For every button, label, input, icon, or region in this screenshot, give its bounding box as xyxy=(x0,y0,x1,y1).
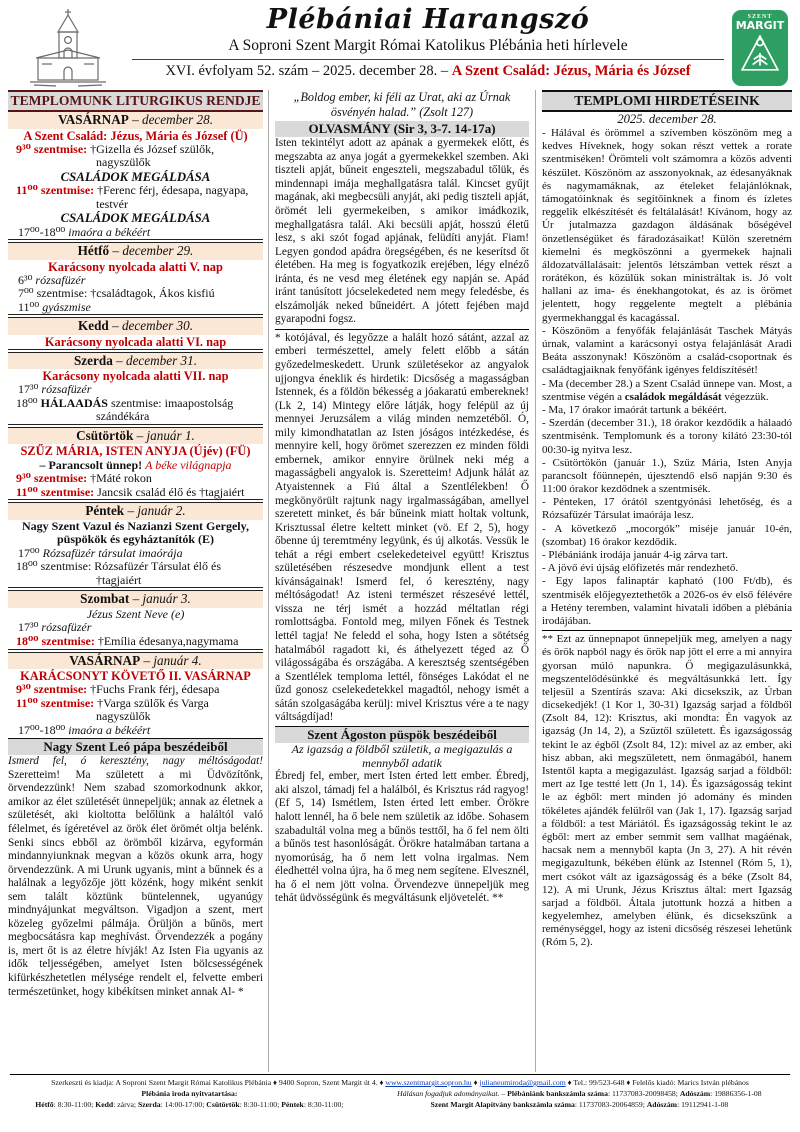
text-span: Szerda xyxy=(137,1100,161,1110)
text-span: – december 29. xyxy=(109,243,194,259)
text-span: ♦ Tel.: 99/523-648 ♦ Felelős kiadó: Marics István plébános xyxy=(565,1078,749,1087)
announcements-title: TEMPLOMI HIRDETÉSEINK xyxy=(542,90,792,112)
text-span: †Gizella és József szülők, nagyszülők xyxy=(87,141,215,170)
text-span: : 8:30-11:00; xyxy=(303,1100,344,1110)
text-line: KARÁCSONYT KÖVETŐ II. VASÁRNAP xyxy=(20,669,251,684)
text-span: – január 2. xyxy=(124,503,186,519)
sermon-body xyxy=(8,755,263,999)
text-span: 6³⁰ xyxy=(18,272,36,287)
text-span: Nagy Szent Leó pápa beszédeiből xyxy=(43,739,228,755)
text-span: Szerda xyxy=(73,352,113,368)
issue-line xyxy=(132,60,724,80)
text-span: ♦ xyxy=(471,1078,480,1087)
text-span: 17³⁰ xyxy=(18,382,42,397)
text-span: Kedd xyxy=(95,1100,114,1110)
announcement: - Pénteken, 17 órától szentgyónási lehetőség, és a Rózsafüzér Társulat imaórája lesz. xyxy=(542,496,792,522)
text-span: 18⁰⁰ szentmise: Rózsafüzér Társulat élő és †tagjaiért xyxy=(16,559,222,587)
day-header xyxy=(8,503,263,520)
text-line xyxy=(8,397,263,424)
text-span: Szombat xyxy=(80,591,130,607)
text-line xyxy=(8,287,263,301)
text-line xyxy=(8,547,263,561)
office-hours-title xyxy=(10,1088,369,1099)
text-span: †Emília édesanya,nagymama xyxy=(94,633,239,648)
announcement: - A következő „mocorgók” miséje január 10-én, (szombat) 16 órakor kezdődik. xyxy=(542,522,792,548)
augustine-continuation: ** Ezt az ünnepnapot ünnepeljük meg, amelyen a nagy és örök napból nagy és örök nap jött el erre a mi annyira gyorsan múló napunkra. Ő megigazulásunkká, megszentelődésünkké és megváltásunkká lett. Így teljesül a Szentírás szava: Aki dicsekszik, az Úrban dicsekedjék! (1 Kor 1, 30-31) Igazság sarjad a földből (Zsolt 84, 12): Krisztus, aki mondta: Én vagyok az igazság (Jn 14, 2), a Szűztől született. És igazságosság tekint le az égből (Zsolt 84, 12): mivel az az ember, aki hisz abban, aki megszületett, nem önmagából, hanem Istentől kapta a megigazulást. Igazság sarjad a földből: mert az Ige testté lett (Jn 1, 14). És igazságosság tekint le az égből: mert minden jó adomány és minden tökéletes ajándék felülről van (Jak 1, 17). Igazság sarjad a földből: a test Máriától. És igazságosság tekint le az égből: mert az ember semmit sem vallhat magáénak, hacsak nem a mennyből kapta (Jn 3, 27). A hit révén megigazultunk, békében élünk az Istennel (Róm 5, 1), mert csókot vált az igazságosság és a béke (Zsolt 84, 12). A mi Urunk, Jézus Krisztus által: mert Igazság sarjad a földből. Általa jutottunk hozzá a hitben a kegyelemhez, amelyben élünk, és dicsekszünk a reménységgel, hogy az isteni dicsőség részesei lehetünk (Róm 5, 2). xyxy=(542,633,792,949)
liturgy-title: TEMPLOMUNK LITURGIKUS RENDJE xyxy=(8,90,263,112)
text-span: : 11737083-20064859; xyxy=(574,1100,647,1110)
text-span: végezzük. xyxy=(721,390,769,403)
masthead xyxy=(124,6,732,80)
text-span: Péntek xyxy=(85,503,125,519)
text-span: – xyxy=(499,1089,508,1099)
divider xyxy=(542,630,792,631)
text-span: – december 28. xyxy=(128,112,214,127)
text-line: Karácsony nyolcada alatti VI. nap xyxy=(44,334,227,349)
text-span: 17⁰⁰-18⁰⁰ xyxy=(18,224,69,239)
text-span: 11⁰⁰ szentmise: xyxy=(16,484,95,499)
text-span: 11⁰⁰ xyxy=(18,299,43,314)
text-span: XVI. évfolyam 52. szám – 2025. december 28. – xyxy=(165,63,452,80)
text-span: Hétfő xyxy=(35,1100,54,1110)
text-line xyxy=(8,472,263,486)
text-span: (Sir 3, 3-7. 14-17a) xyxy=(390,121,496,137)
text-span: A Szent Család: Jézus, Mária és József xyxy=(451,63,691,80)
text-line: CSALÁDOK MEGÁLDÁSA xyxy=(60,169,211,184)
text-span: 9³⁰ szentmise: xyxy=(16,682,88,697)
text-span: Plébánia iroda nyitvatartása: xyxy=(141,1089,238,1099)
schedule-sections xyxy=(8,112,263,737)
text-span: rózsafüzér xyxy=(35,272,86,287)
announcement: - Plébániánk irodája január 4-ig zárva tart. xyxy=(542,549,729,561)
text-line xyxy=(8,560,263,587)
day-header xyxy=(8,591,263,608)
office-hours xyxy=(10,1099,369,1110)
text-span: A béke világnapja xyxy=(145,457,232,472)
newsletter-subtitle: A Soproni Szent Margit Római Katolikus Plébánia heti hírlevele xyxy=(132,34,724,60)
footer-office-hours xyxy=(10,1088,369,1110)
footer-columns xyxy=(10,1088,790,1110)
leo-sermon xyxy=(8,738,263,999)
church-sketch-logo xyxy=(12,6,124,90)
text-span: Csütörtök xyxy=(206,1100,240,1110)
text-line xyxy=(8,697,263,724)
text-span: imaóra a békéért xyxy=(68,224,151,239)
schedule-day-section xyxy=(8,239,263,314)
text-span: – január 4. xyxy=(140,652,202,668)
logo-text-szent: SZENT xyxy=(747,14,773,20)
text-span: 18⁰⁰ xyxy=(16,395,41,410)
text-span: rózsafüzér xyxy=(41,620,92,635)
text-span: Hétfő xyxy=(77,243,110,259)
schedule-day-section xyxy=(8,587,263,648)
bank-account-foundation xyxy=(369,1099,790,1110)
day-header xyxy=(8,353,263,370)
text-span: HÁLAADÁS xyxy=(40,395,108,410)
text-line xyxy=(8,635,263,649)
margit-badge-logo xyxy=(732,10,788,86)
text-span: : 8:30-11:00; xyxy=(53,1100,96,1110)
text-line xyxy=(8,301,263,315)
text-line: Karácsony nyolcada alatti V. nap xyxy=(48,259,223,274)
text-span: 9³⁰ szentmise: xyxy=(16,471,88,486)
announcement: - Egy lapos falinaptár kapható (100 Ft/db), és szentmisék előjegyeztethetők a 2026-os év első félévére a Hetény teremben, valamint hivatali időben a plébánia irodájában. xyxy=(542,575,792,627)
footer-link[interactable]: www.szentmargit.sopron.hu xyxy=(385,1078,472,1087)
text-span: : 14:00-17:00; xyxy=(160,1100,207,1110)
text-line xyxy=(8,143,263,170)
text-span: †Ferenc férj, édesapa, nagyapa, testvér xyxy=(94,183,249,211)
text-span: – január 1. xyxy=(133,427,195,443)
text-span: Jancsik család élő és †tagjaiért xyxy=(94,484,245,499)
text-span: 7⁰⁰ szentmise: †családtagok, Ákos kisfiú xyxy=(18,286,215,301)
text-line xyxy=(8,383,263,397)
text-span: 17³⁰ xyxy=(18,620,42,635)
text-span: – december 30. xyxy=(108,318,193,334)
leo-sermon-continuation: * kotójával, és legyőzze a halált hozó sátánt, azzal az emberi természettel, amely felett előbb a sátán győzedelmeskedett. Urunk születésekor az angyalok ujjongva éneklik és hirdetik: Dicsőség a magasságban Istennek, és a földön békesség a jóakaratú embereknek! (Lk 2, 14) Mintegy előre látják, hogy felépül az új mennyei Jeruzsálem a világ minden nemzetéből. Ó, mily kimondhatatlan az Isten jóságos intézkedése, és mennyire kell, hogy örömet szerezzen ez minden földi embernek, amikor ennyire örülnek neki még a magasságbeli angyalok is. Szeretteim! Adjunk hálát az Atyaistennek a Fiú által a Szentlélekben! Ő megkönyörült rajtunk nagy irgalmasságában, amellyel szeretett minket, és bár bűneink miatt holtak voltunk, Krisztussal életre keltett minket (vö. Ef 2, 5), hogy őbenne új teremtmény legyünk, és új alkotás. Vessük le tehát a régi embert cselekedeteivel együtt! Krisztus születésében részesedve mondjunk ellent a test kívánságainak! Ismerd fel, ó keresztény, nagy méltóságodat! Az isteni természet részesévé lettél, vissza ne térj ismét a hozzád méltatlan régi romlottságba. Fontold meg, milyen Főnek és Testnek lettél tagja! Ne feledd el soha, hogy Isten a sötétség hatalmából ragadott ki, és áthelyezett téged az Ő világosságába és országába. A keresztség szentségében a Szentlélek temploma lettél, fönséges Lakódat el ne űzd gonosz cselekedetekkel magadtól, nehogy ismét a sátán szolgaságába kerülj: mivel Krisztus vére a te nagy váltságdíjad! xyxy=(275,331,529,724)
text-line xyxy=(8,459,263,473)
newsletter-title: Plébániai Harangszó xyxy=(266,4,590,35)
text-span: Ismerd fel, ó keresztény, nagy méltóságodat! xyxy=(8,755,263,768)
schedule-day-section xyxy=(8,112,263,239)
text-line: Karácsony nyolcada alatti VII. nap xyxy=(42,369,229,384)
text-span: : 8:30-11:00; xyxy=(239,1100,282,1110)
text-line xyxy=(8,184,263,211)
text-span: szentmise: imaapostolság szándékára xyxy=(96,395,234,424)
text-span: Szent Margit Alapítvány bankszámla száma xyxy=(430,1100,575,1110)
text-span: – Parancsolt ünnep! xyxy=(39,457,146,472)
text-span: 11⁰⁰ szentmise: xyxy=(16,183,95,198)
text-span: Szeretteim! Ma született a mi Üdvözítőnk, örvendezzünk! Nem szabad szomorkodnunk akkor, amikor az élet születését ünnepeljük; annak az életnek a születését, aki kioltotta belőlünk a haláltól való félelmet, és ígéretével az örök élet örömét oltja belénk. Senki sincs ebből az örömből kizárva, egyformán mindannyiunknak megvan a közös okunk arra, hogy örvendezzünk. A mi Urunk ugyanis, mint a bűnnek és a halálnak a legyőzője jött közénk, hogy miként senkit sem talált köztünk büntelennek, ugyanúgy mindnyájunkat megváltson. Vigadjon a szent, mert közeleg győzelmi pálmája. Örüljön a bűnös, mert megbocsátásra kap meghívást. Örvendezzék a pogány is, mert őt is az életre hívják! Az Isten Fia ugyanis az idők teljességében, amelyet Isten bölcsességének kifürkészhetetlen mélysége rendelt el, felvette emberi természetünket, hogy kibékítsen minket annak Al- * xyxy=(8,768,263,998)
text-line xyxy=(8,226,263,240)
augustine-body: Ébredj fel, ember, mert Isten érted lett ember. Ébredj, aki alszol, támadj fel a halálból, és Krisztus rád ragyog! (Ef 5, 14) Ismétlem, Isten érted lett ember. Örökre halott lennél, ha ő bele nem születik az időbe. Sohasem szabadultál volna meg a bűnös testtől, ha ő fel nem ölti a bűnös test hasonlóságát. Örökre hatalmában tartana a nyomorúság, ha ő nem lett volna irgalmas. Nem éledhettél volna újra, ha ő meg nem segítene. Elvesznél, ha ő el nem jött volna. Örvendezve ünnepeljük meg tehát üdvösségünk és megváltásunk eljövetelét. ** xyxy=(275,770,529,905)
text-span: - Ma (december 28.) a Szent Család ünnepe van. Most, a szentmise végén a xyxy=(542,377,792,403)
day-header xyxy=(8,318,263,335)
text-span: Adószám xyxy=(679,1089,711,1099)
text-span: Péntek xyxy=(281,1100,304,1110)
text-line: SZŰZ MÁRIA, ISTEN ANYJA (Újév) (FÜ) xyxy=(20,444,251,459)
announcements-column xyxy=(536,90,792,1072)
announcement: - Csütörtökön (január 1.), Szűz Mária, Isten Anyja parancsolt főünnepén, újesztendő első napján 9:30 és 11:00 órakor kezdődnek a szentmisék. xyxy=(542,456,792,496)
announcement: - Ma, 17 órakor imaórát tartunk a békéért. xyxy=(542,403,727,416)
text-span: gyászmise xyxy=(42,299,91,314)
text-span: VASÁRNAP xyxy=(69,652,141,668)
footer-link[interactable]: julianeumiroda@gmail.com xyxy=(479,1078,566,1087)
text-span: Adószám xyxy=(646,1100,678,1110)
text-span: : 19112941-1-08 xyxy=(677,1100,729,1110)
text-span: 17⁰⁰-18⁰⁰ xyxy=(18,722,69,737)
augustine-subtitle: Az igazság a földből születik, a megigazulás a mennyből adatik xyxy=(291,741,513,770)
text-line xyxy=(8,274,263,288)
text-span: 11⁰⁰ szentmise: xyxy=(16,695,95,710)
text-span: – december 31. xyxy=(112,352,198,368)
schedule-day-section xyxy=(8,349,263,424)
bank-account-parish xyxy=(369,1088,790,1099)
day-header xyxy=(8,112,263,129)
schedule-day-section xyxy=(8,424,263,499)
footer xyxy=(10,1074,790,1110)
text-line: Jézus Szent Neve (e) xyxy=(86,606,185,621)
reading-body: Isten tekintélyt adott az apának a gyermekek előtt, és megszabta az anya jogát a gyermekekkel szemben. Aki tiszteli apját, bűneit engeszteli, megszabadul tőlük, és mindennapi imája meghallgatásra talál. Kincset gyűjt magának, aki megbecsüli anyját, aki pedig tiszteli apját, örömét leli gyermekeiben, s amikor imádkozik, meghallgatásra talál. Aki becsüli apját, hosszú életű lesz, s aki szót fogad apjának, felüdíti anyját. Fiam! Legyen gondod apádra öregségében, és ne keserítsd őt életében. Ha meg is fogyatkozik erejében, légy elnéző iránta, és ne vesd meg életének egy napján se. Apád iránt tanúsított jócselekedeted nem megy feledésbe, és elszámolják neked bűneidért. A jótett fejében majd gyarapodni fogsz. xyxy=(275,137,529,326)
augustine-header xyxy=(275,726,529,743)
text-span: 18⁰⁰ szentmise: xyxy=(16,633,95,648)
text-line xyxy=(8,621,263,635)
church-icon xyxy=(12,6,124,90)
header xyxy=(0,0,800,88)
announcement: - Szerdán (december 31.), 18 órakor kezdődik a hálaadó szentmisénk. Templomunk és a torony kilátó 23:30-tól 00:30-ig nyitva lesz. xyxy=(542,417,792,456)
text-line: A Szent Család: Jézus, Mária és József (Ü) xyxy=(23,128,248,143)
schedule-day-section xyxy=(8,314,263,349)
sermon-header xyxy=(8,738,263,755)
margit-tent-icon xyxy=(738,32,782,74)
text-span: Szent Ágoston püspök beszédeiből xyxy=(307,726,497,742)
content-columns xyxy=(0,88,800,1072)
psalm-quote: „Boldog ember, ki féli az Urat, aki az Úrnak ösvényén halad.” (Zsolt 127) xyxy=(293,90,511,119)
text-span: : zárva; xyxy=(113,1100,138,1110)
announcements-body xyxy=(542,112,792,950)
text-line: Nagy Szent Vazul és Nazianzi Szent Gergely, püspökök és egyháztanítók (E) xyxy=(22,518,249,547)
text-span: családok megáldását xyxy=(624,390,722,403)
text-span: †Fuchs Frank férj, édesapa xyxy=(87,682,220,697)
footer-bank-info xyxy=(369,1088,790,1110)
readings-column xyxy=(268,90,536,1072)
text-span: Szerkeszti és kiadja: A Soproni Szent Margit Római Katolikus Plébánia ♦ 9400 Sopron, Szent Margit út 4. ♦ xyxy=(51,1078,386,1087)
text-span: : 11737083-20098458; xyxy=(607,1089,680,1099)
text-span: †Varga szülők és Varga nagyszülők xyxy=(94,695,209,724)
announcement: - Hálával és örömmel a szívemben köszönöm meg a kedves Híveknek, hogy sokan részt vettek a rorate szentmiséken! Örömteli volt számomra a közös adventi készület. Köszönöm az asszonyoknak, az édesanyáknak és nagymamáknak, az ételeket felajánlóknak, támogatóinknak és segítőinknek a finom és ízletes reggelik elkészítését és feltálalását! Kívánom, hogy az Úr jutalmazza gazdagon áldásának bőségével önzetlenségüket és fáradozásaikat! Külön szeretném kiemelni és megköszönni a gyermekek hajnali áldozatvállalásait: jelentős létszámban vettek részt a rorátékon, és közülük sokan ministráltak is. Jó volt hallani az ima- és énekhangotokat, és az is örömet jelentett, hogy reggelente megtelt a plébánia gyermekhanggal és kacagással. xyxy=(542,127,792,324)
text-span: Kedd xyxy=(77,318,109,334)
logo-text-margit: MARGIT xyxy=(735,19,785,32)
footer-imprint xyxy=(10,1077,790,1088)
day-header xyxy=(8,653,263,670)
schedule-day-section xyxy=(8,499,263,587)
text-span: Rózsafüzér társulat imaórája xyxy=(42,545,183,560)
issue-line-wrap xyxy=(132,60,724,80)
text-span: 9³⁰ szentmise: xyxy=(16,141,88,156)
text-line xyxy=(8,486,263,500)
day-header xyxy=(8,428,263,445)
reading-header xyxy=(275,121,529,137)
divider xyxy=(275,329,529,330)
liturgy-column xyxy=(8,90,268,1072)
announcement: - A jövő évi újság előfizetés már rendezhető. xyxy=(542,562,739,575)
announcement xyxy=(542,378,792,404)
text-span: – január 3. xyxy=(129,591,191,607)
text-span: †Máté rokon xyxy=(87,471,152,486)
text-span: OLVASMÁNY xyxy=(308,121,391,137)
text-span: 17⁰⁰ xyxy=(18,545,43,560)
text-span: imaóra a békéért xyxy=(68,722,151,737)
text-span: Plébániánk bankszámla száma xyxy=(507,1089,608,1099)
announcement: - Köszönöm a fenyőfák felajánlását Taschek Mátyás úrnak, valamint a karácsonyi ostya felajánlását Aradi Beáta asszonynak! Köszönöm a család-csoportnak és családtagjaiknak fenyőfánk igényes feldíszítését! xyxy=(542,324,792,377)
text-line xyxy=(8,683,263,697)
announcements-date: 2025. december 28. xyxy=(617,112,717,126)
text-line: CSALÁDOK MEGÁLDÁSA xyxy=(60,211,211,226)
day-header xyxy=(8,243,263,260)
imprint-line xyxy=(10,1077,790,1088)
schedule-day-section xyxy=(8,649,263,738)
text-span: : 19886356-1-08 xyxy=(710,1089,762,1099)
text-span: VASÁRNAP xyxy=(57,112,129,127)
text-span: Hálásan fogadjuk adományaikat. xyxy=(397,1089,500,1099)
text-span: Csütörtök xyxy=(76,427,134,443)
text-span: rózsafüzér xyxy=(41,382,92,397)
text-line xyxy=(8,724,263,738)
